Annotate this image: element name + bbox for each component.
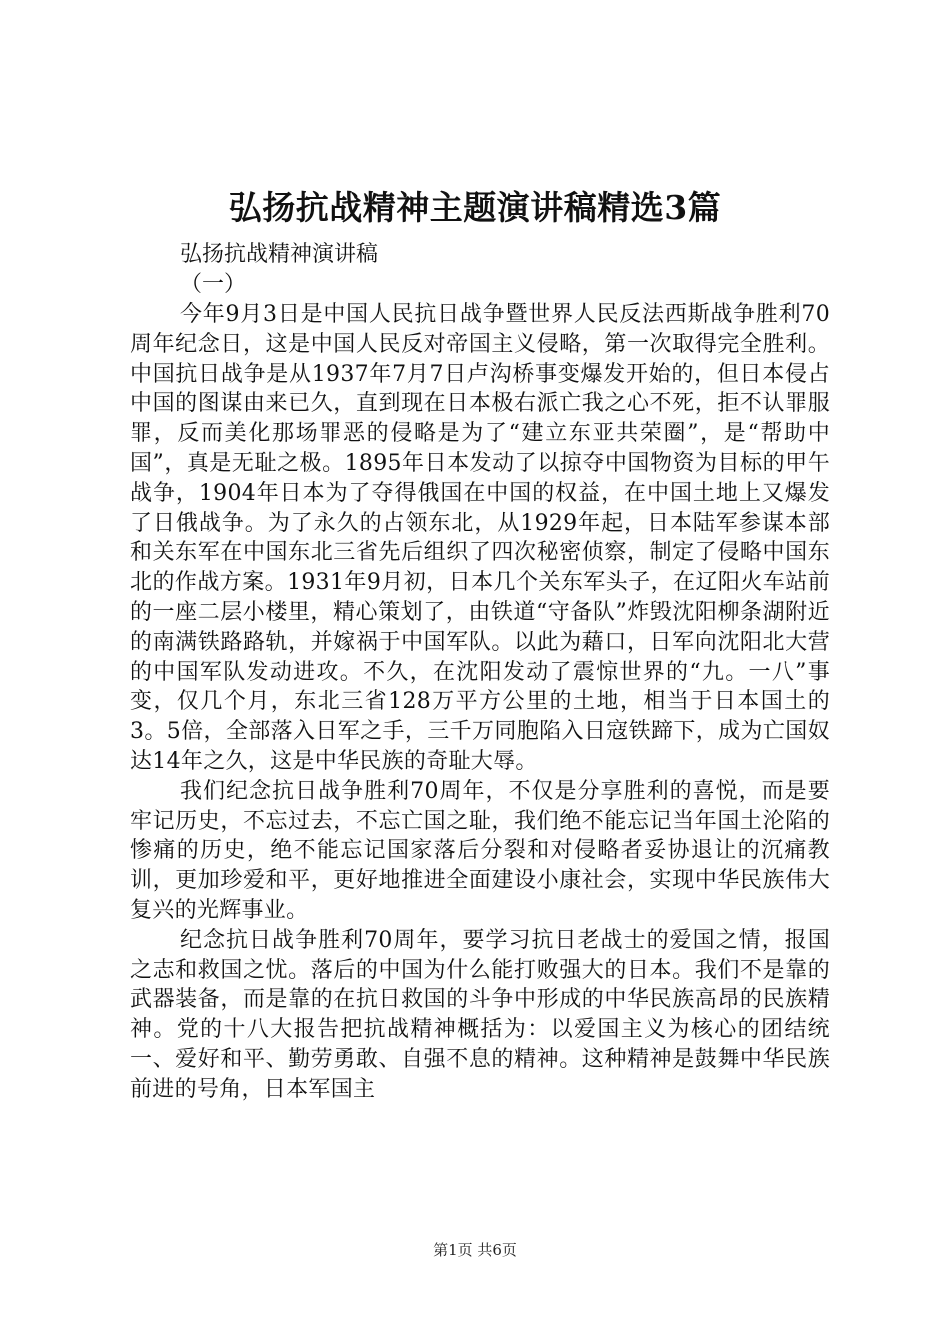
- speech-subtitle: 弘扬抗战精神演讲稿: [180, 242, 379, 267]
- section-marker: （一）: [180, 272, 247, 297]
- paragraph-2: 我们纪念抗日战争胜利70周年，不仅是分享胜利的喜悦，而是要牢记历史，不忘过去，不忘亡国之耻，我们绝不能忘记当年国土沦陷的惨痛的历史，绝不能忘记国家落后分裂和对侵略者妥协退让的沉痛教训，更加珍爱和平，更好地推进全面建设小康社会，实现中华民族伟大复兴的光辉事业。: [130, 778, 830, 923]
- page-footer: 第1页 共6页: [433, 1241, 517, 1259]
- paragraph-3: 纪念抗日战争胜利70周年，要学习抗日老战士的爱国之情，报国之志和救国之忧。落后的中国为什么能打败强大的日本。我们不是靠的武器装备，而是靠的在抗日救国的斗争中形成的中华民族高昂的民族精神。党的十八大报告把抗战精神概括为：以爱国主义为核心的团结统一、爱好和平、勤劳勇敢、自强不息的精神。这种精神是鼓舞中华民族前进的号角，日本军国主: [130, 927, 830, 1102]
- paragraph-1: 今年9月3日是中国人民抗日战争暨世界人民反法西斯战争胜利70周年纪念日，这是中国人民反对帝国主义侵略，第一次取得完全胜利。中国抗日战争是从1937年7月7日卢沟桥事变爆发开始的，但日本侵占中国的图谋由来已久，直到现在日本极右派亡我之心不死，拒不认罪服罪，反而美化那场罪恶的侵略是为了“建立东亚共荣圈”，是“帮助中国”，真是无耻之极。1895年日本发动了以掠夺中国物资为目标的甲午战争，1904年日本为了夺得俄国在中国的权益，在中国土地上又爆发了日俄战争。为了永久的占领东北，从1929年起，日本陆军参谋本部和关东军在中国东北三省先后组织了四次秘密侦察，制定了侵略中国东北的作战方案。1931年9月初，日本几个关东军头子，在辽阳火车站前的一座二层小楼里，精心策划了，由铁道“守备队”炸毁沈阳柳条湖附近的南满铁路路轨，并嫁祸于中国军队。以此为藉口，日军向沈阳北大营的中国军队发动进攻。不久，在沈阳发动了震惊世界的“九。一八”事变，仅几个月，东北三省128万平方公里的土地，相当于日本国土的3。5倍，全部落入日军之手，三千万同胞陷入日寇铁蹄下，成为亡国奴达14年之久，这是中华民族的奇耻大辱。: [130, 302, 830, 774]
- body-text: [130, 300, 830, 1105]
- document-title: 弘扬抗战精神主题演讲稿精选3篇: [228, 188, 722, 227]
